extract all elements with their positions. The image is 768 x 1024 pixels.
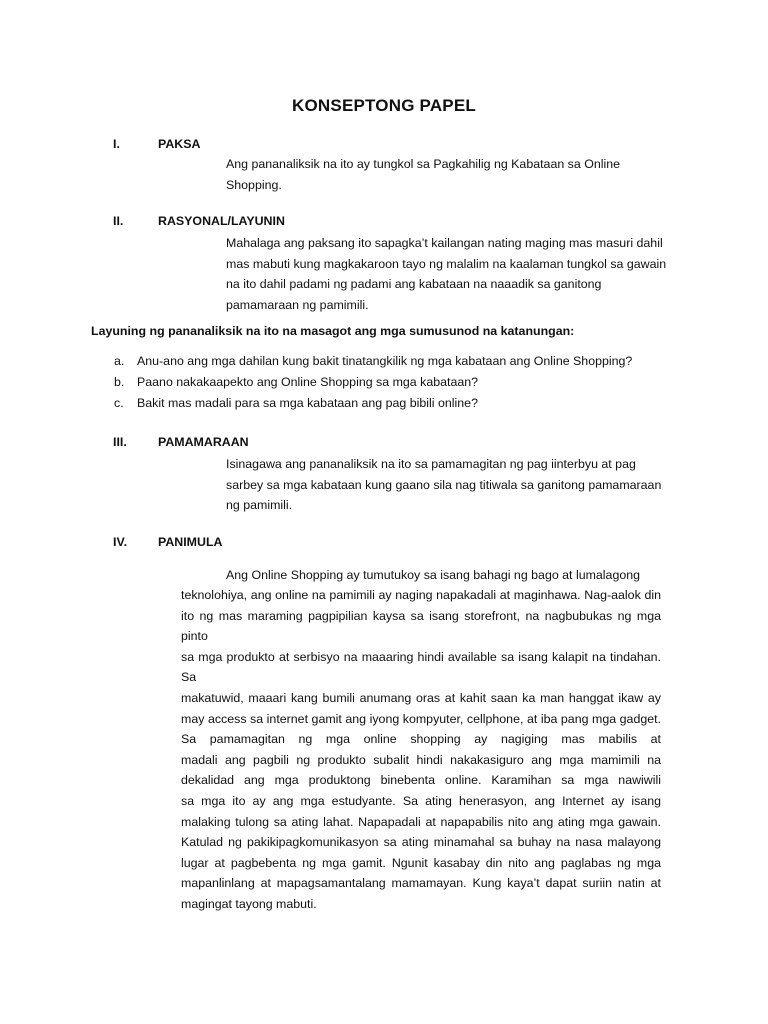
paragraph-line: may access sa internet gamit ang iyong kompyuter, cellphone, at iba pang mga gadget. (181, 711, 661, 726)
section-body-rasyonal (226, 233, 666, 315)
paragraph-line: ng pamimili. (226, 498, 293, 513)
paragraph-line: sa mga produkto at serbisyo na maaaring hindi available sa isang kalapit na tindahan. Sa (181, 649, 661, 685)
paragraph-line: Shopping. (226, 177, 282, 192)
paragraph-line: Ang Online Shopping ay tumutukoy sa isang bahagi ng bago at lumalagong (226, 568, 641, 582)
panimula-first-line (226, 565, 640, 586)
section-heading-pamamaraan: PAMAMARAAN (158, 435, 249, 449)
paragraph-line: ito ng mas maraming pagpipilian kaysa sa isang storefront, na nagbubukas ng mga pinto (181, 608, 661, 644)
questions-heading: Layuning ng pananaliksik na ito na masagot ang mga sumusunod na katanungan: (91, 324, 575, 338)
section-heading-panimula: PANIMULA (158, 535, 223, 549)
question-item: Paano nakakaapekto ang Online Shopping sa mga kabataan? (137, 375, 479, 389)
paragraph-line: dekalidad ang mga produktong binebenta online. Karamihan sa mga nawiwili (181, 773, 661, 788)
section-body-pamamaraan (226, 454, 661, 516)
paragraph-line: na ito dahil padami ng padami ang kabataan na naaadik sa ganitong (226, 277, 602, 292)
paragraph-line: Mahalaga ang paksang ito sapagka’t kailangan nating maging mas masuri dahil (226, 236, 663, 250)
paragraph-line: magingat tayong mabuti. (181, 896, 317, 911)
paragraph-line: pamamaraan ng pamimili. (226, 297, 369, 312)
paragraph-line: mapanlinlang at mapagsamantalang mamamayan. Kung kaya’t dapat suriin natin at (181, 876, 661, 891)
question-marker: c. (114, 396, 124, 410)
section-number-panimula: IV. (113, 535, 128, 549)
paragraph-line: Katulad ng pakikipagkomunikasyon sa ating minamahal sa buhay na nasa malayong (181, 835, 661, 850)
question-marker: b. (114, 375, 125, 389)
question-item: Anu-ano ang mga dahilan kung bakit tinatangkilik ng mga kabataan ang Online Shopping? (137, 354, 633, 368)
section-number-rasyonal: II. (113, 214, 124, 228)
document-title: KONSEPTONG PAPEL (292, 96, 476, 115)
question-marker: a. (114, 354, 125, 368)
section-heading-paksa: PAKSA (158, 137, 201, 151)
paragraph-line: makatuwid, maaari kang bumili anumang oras at kahit saan ka man hanggat ikaw ay (181, 690, 661, 705)
paragraph-line: mas mabuti kung magkakaroon tayo ng malalim na kaalaman tungkol sa gawain (226, 256, 667, 271)
paragraph-line: Sa pamamagitan ng mga online shopping ay nagiging mas mabilis at (181, 732, 661, 747)
paragraph-line: Isinagawa ang pananaliksik na ito sa pamamagitan ng pag iinterbyu at pag (226, 457, 636, 471)
paragraph-line: malaking tulong sa ating lahat. Napapadali at napapabilis nito ang ating mga gawain. (181, 814, 661, 829)
section-number-pamamaraan: III. (113, 435, 127, 449)
paragraph-line: lugar at pagbebenta ng mga gamit. Ngunit kasabay din nito ang paglabas ng mga (181, 855, 661, 870)
section-body-paksa (226, 154, 620, 195)
paragraph-line: Ang pananaliksik na ito ay tungkol sa Pagkahilig ng Kabataan sa Online (226, 157, 621, 171)
paragraph-line: sarbey sa mga kabataan kung gaano sila nag titiwala sa ganitong pamamaraan (226, 477, 662, 492)
question-item: Bakit mas madali para sa mga kabataan ang pag bibili online? (137, 396, 478, 410)
paragraph-line: teknolohiya, ang online na pamimili ay naging napakadali at maginhawa. Nag-aalok din (181, 588, 661, 602)
paragraph-line: sa mga ito ay ang mga estudyante. Sa ating henerasyon, ang Internet ay isang (181, 793, 661, 808)
section-number-paksa: I. (113, 137, 120, 151)
section-body-panimula (181, 585, 661, 915)
paragraph-line: madali ang pagbili ng produkto subalit hindi nakakasiguro ang mga mamimili na (181, 752, 661, 767)
section-heading-rasyonal: RASYONAL/LAYUNIN (158, 214, 285, 228)
